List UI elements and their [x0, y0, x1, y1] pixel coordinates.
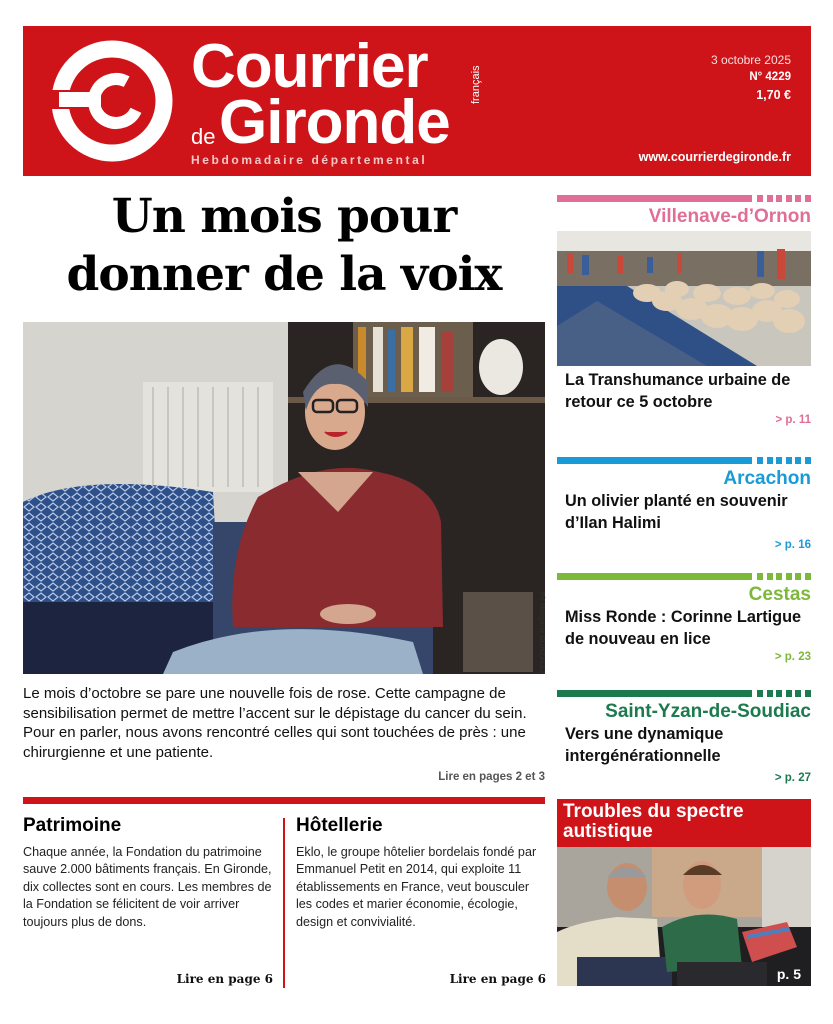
brief-title: Hôtellerie: [296, 815, 383, 836]
sidebar-story-arcachon[interactable]: [557, 457, 811, 553]
sidebar-story-cestas[interactable]: [557, 573, 811, 665]
masthead-title-gironde: Gironde: [219, 88, 450, 157]
sidebar-rule: [557, 457, 811, 465]
masthead: [23, 26, 811, 176]
sidebar-title: Un olivier planté en souvenir d’Ilan Halimi: [565, 492, 788, 532]
feature-title: Troubles du spectre autistique: [557, 799, 811, 847]
lead-text: Le mois d’octobre se pare une nouvelle fois de rose. Cette campagne de sensibilisation permet de mettre l’accent sur le dépistage du cancer du sein. Pour en parler, nous avons rencontré celles qui sont touchées de près : une chirurgienne et une patiente.: [23, 685, 527, 761]
lead-photo[interactable]: [23, 322, 545, 674]
issue-date: 3 octobre 2025: [710, 53, 791, 67]
issue-price: 1,70 €: [756, 88, 791, 102]
sidebar-page-link[interactable]: > p. 16: [774, 539, 811, 551]
sidebar-place: Arcachon: [723, 468, 811, 489]
section-divider: [23, 797, 545, 804]
sidebar-place: Saint-Yzan-de-Soudiac: [605, 701, 811, 722]
masthead-francais: français: [470, 65, 482, 104]
sidebar-title: Miss Ronde : Corinne Lartigue de nouveau en lice: [565, 608, 802, 648]
sidebar-title: La Transhumance urbaine de retour ce 5 octobre: [565, 371, 791, 411]
brief-text: Eklo, le groupe hôtelier bordelais fondé par Emmanuel Petit en 2014, qui exploite 11 établissements en France, veut bousculer les codes et marier économie, écologie, design et convivialité.: [296, 845, 537, 929]
feature-photo[interactable]: [557, 847, 811, 986]
brief-patrimoine[interactable]: [23, 814, 273, 986]
sidebar-page-link[interactable]: > p. 23: [774, 651, 811, 663]
brief-read-more-link[interactable]: Lire en page 6: [449, 972, 546, 986]
sidebar-rule: [557, 690, 811, 698]
column-divider: [283, 818, 285, 988]
sidebar-page-link[interactable]: > p. 11: [775, 414, 811, 426]
lead-photo-image: [23, 322, 545, 674]
issue-number: N° 4229: [749, 71, 791, 83]
masthead-title-courrier: Courrier: [191, 32, 428, 101]
masthead-title-de: de: [191, 124, 216, 149]
sidebar-story-saint-yzan[interactable]: [557, 690, 811, 786]
sidebar-place: Villenave-d’Ornon: [648, 206, 811, 227]
sidebar-story-villenave[interactable]: [557, 195, 811, 428]
brief-text: Chaque année, la Fondation du patrimoine sauve 2.000 bâtiments français. En Gironde, dix collectes sont en cours. Les membres de la Fondation se félicitent de voir arriver toujours plus de dons.: [23, 845, 272, 929]
feature-page-link[interactable]: p. 5: [776, 966, 801, 982]
c-ring-logo-icon: [51, 40, 173, 162]
masthead-tagline: Hebdomadaire départemental: [191, 153, 428, 167]
issue-info: [711, 52, 791, 104]
brief-hotellerie[interactable]: [296, 814, 546, 986]
sidebar-rule: [557, 195, 811, 203]
sidebar-photo-sheep[interactable]: [557, 231, 811, 366]
feature-box-autism[interactable]: [557, 799, 811, 986]
sidebar-page-link[interactable]: > p. 27: [774, 772, 811, 784]
sidebar-rule: [557, 573, 811, 581]
brief-read-more-link[interactable]: Lire en page 6: [176, 972, 273, 986]
sidebar-title: Vers une dynamique intergénérationnelle: [565, 725, 724, 765]
lead-read-more-link[interactable]: Lire en pages 2 et 3: [438, 771, 545, 783]
website-link[interactable]: www.courrierdegironde.fr: [638, 150, 791, 164]
brief-title: Patrimoine: [23, 815, 122, 836]
photo-credit: Ph Margaux GONZALEZ: [538, 592, 546, 675]
sidebar-place: Cestas: [748, 584, 811, 605]
lead-headline[interactable]: Un mois pour donner de la voix: [66, 189, 502, 302]
